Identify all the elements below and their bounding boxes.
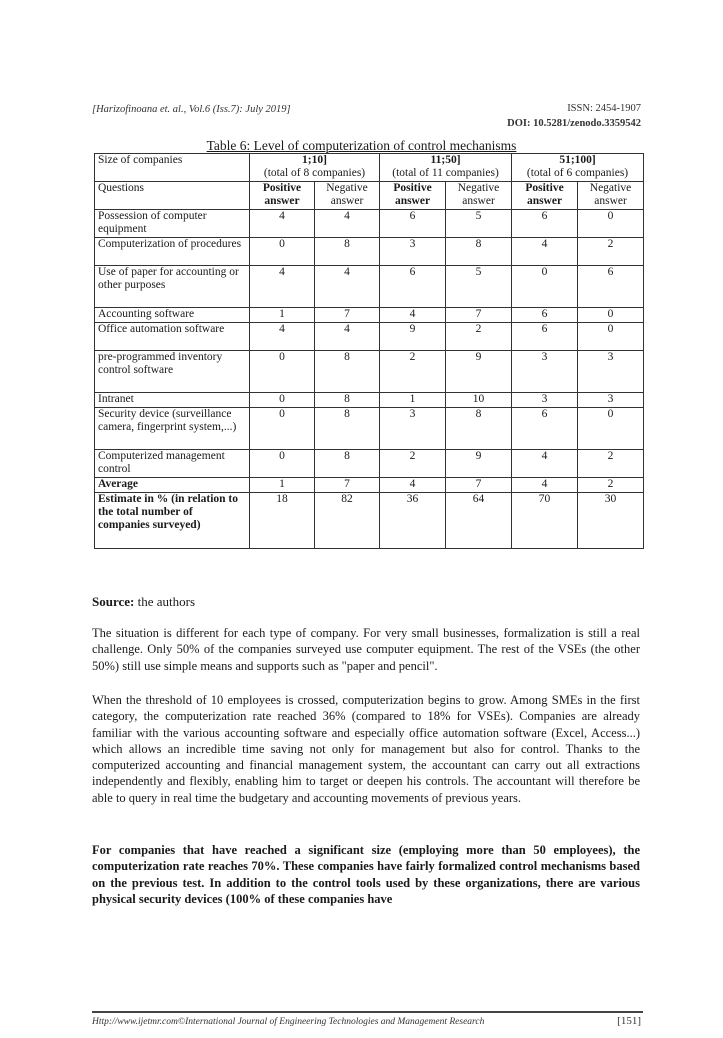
negative-answer-header: Negative answer: [578, 182, 644, 210]
footer-divider: [92, 1011, 643, 1013]
value-cell: 7: [315, 308, 380, 323]
value-cell: 7: [315, 478, 380, 493]
value-cell: 5: [446, 210, 512, 238]
value-cell: 2: [446, 323, 512, 351]
value-cell: 64: [446, 493, 512, 549]
value-cell: 36: [380, 493, 446, 549]
value-cell: 0: [512, 266, 578, 308]
value-cell: 4: [380, 308, 446, 323]
question-cell: pre-programmed inventory control software: [95, 351, 250, 393]
value-cell: 5: [446, 266, 512, 308]
negative-answer-header: Negative answer: [315, 182, 380, 210]
value-cell: 3: [578, 393, 644, 408]
table-row: [95, 238, 644, 266]
value-cell: 2: [578, 238, 644, 266]
question-cell: Intranet: [95, 393, 250, 408]
table-source: Source: the authors: [92, 594, 196, 609]
running-header-ids: [507, 101, 641, 131]
question-cell: Security device (surveillance camera, fingerprint system,...): [95, 408, 250, 450]
computerization-table: [94, 153, 644, 549]
table-row: [95, 450, 644, 478]
group-header-3: 51;100] (total of 6 companies): [512, 154, 644, 182]
table-header-row: [95, 154, 644, 182]
value-cell: 6: [512, 308, 578, 323]
value-cell: 8: [315, 238, 380, 266]
value-cell: 8: [446, 238, 512, 266]
value-cell: 2: [380, 450, 446, 478]
value-cell: 4: [250, 266, 315, 308]
running-header-citation: [Harizofinoana et. al., Vol.6 (Iss.7): July 2019]: [92, 104, 291, 115]
average-label: Average: [95, 478, 250, 493]
question-cell: Use of paper for accounting or other purposes: [95, 266, 250, 308]
question-cell: Accounting software: [95, 308, 250, 323]
table-row: [95, 408, 644, 450]
average-row: [95, 478, 644, 493]
value-cell: 0: [578, 210, 644, 238]
size-label: Size of companies: [95, 154, 250, 182]
value-cell: 6: [512, 210, 578, 238]
value-cell: 9: [380, 323, 446, 351]
table-row: [95, 266, 644, 308]
value-cell: 9: [446, 351, 512, 393]
value-cell: 4: [512, 238, 578, 266]
table-row: [95, 308, 644, 323]
table-row: [95, 323, 644, 351]
value-cell: 6: [512, 323, 578, 351]
value-cell: 7: [446, 478, 512, 493]
value-cell: 4: [512, 478, 578, 493]
value-cell: 1: [380, 393, 446, 408]
value-cell: 3: [380, 238, 446, 266]
question-cell: Possession of computer equipment: [95, 210, 250, 238]
paragraph: For companies that have reached a significant size (employing more than 50 employees), the computerization rate reaches 70%. These companies have fairly formalized control mechanisms based on the previous test. In addition to the control tools used by these organizations, there are various physical security devices (100% of these companies have: [92, 843, 640, 906]
page-number: [151]: [617, 1015, 641, 1027]
value-cell: 8: [315, 393, 380, 408]
answers-header-row: [95, 182, 644, 210]
estimate-row: [95, 493, 644, 549]
value-cell: 6: [380, 266, 446, 308]
value-cell: 8: [315, 351, 380, 393]
value-cell: 6: [380, 210, 446, 238]
value-cell: 1: [250, 478, 315, 493]
table-caption: Table 6: Level of computerization of control mechanisms: [206, 138, 517, 153]
value-cell: 3: [512, 351, 578, 393]
value-cell: 4: [250, 323, 315, 351]
positive-answer-header: Positive answer: [380, 182, 446, 210]
value-cell: 2: [578, 478, 644, 493]
value-cell: 4: [315, 323, 380, 351]
doi: DOI: 10.5281/zenodo.3359542: [507, 118, 641, 129]
value-cell: 10: [446, 393, 512, 408]
value-cell: 30: [578, 493, 644, 549]
value-cell: 18: [250, 493, 315, 549]
questions-label: Questions: [95, 182, 250, 210]
value-cell: 3: [380, 408, 446, 450]
negative-answer-header: Negative answer: [446, 182, 512, 210]
question-cell: Computerized management control: [95, 450, 250, 478]
value-cell: 3: [578, 351, 644, 393]
value-cell: 4: [380, 478, 446, 493]
value-cell: 0: [250, 393, 315, 408]
value-cell: 0: [578, 323, 644, 351]
value-cell: 0: [578, 308, 644, 323]
value-cell: 0: [250, 351, 315, 393]
value-cell: 0: [250, 450, 315, 478]
value-cell: 0: [250, 238, 315, 266]
question-cell: Computerization of procedures: [95, 238, 250, 266]
estimate-label: Estimate in % (in relation to the total number of companies surveyed): [95, 493, 250, 549]
value-cell: 9: [446, 450, 512, 478]
value-cell: 0: [578, 408, 644, 450]
question-cell: Office automation software: [95, 323, 250, 351]
value-cell: 4: [250, 210, 315, 238]
positive-answer-header: Positive answer: [512, 182, 578, 210]
value-cell: 82: [315, 493, 380, 549]
value-cell: 2: [578, 450, 644, 478]
group-header-2: 11;50] (total of 11 companies): [380, 154, 512, 182]
issn: ISSN: 2454-1907: [567, 103, 641, 114]
value-cell: 1: [250, 308, 315, 323]
table-row: [95, 351, 644, 393]
value-cell: 6: [578, 266, 644, 308]
value-cell: 8: [446, 408, 512, 450]
table-row: [95, 393, 644, 408]
value-cell: 8: [315, 408, 380, 450]
group-header-1: 1;10] (total of 8 companies): [250, 154, 380, 182]
value-cell: 2: [380, 351, 446, 393]
paragraph: When the threshold of 10 employees is crossed, computerization begins to grow. Among SMEs in the first category, the computerization rate reached 36% (compared to 18% for VSEs). Companies are already familiar with the various accounting software and especially office automation software (Excel, Access...) which allows an incredible time saving not only for management but also for control. Thanks to the computerized accounting and financial management system, the accountant can carry out all extractions independently and flexibly, enabling him to target or deepen his controls. The accountant will therefore be able to query in real time the budgetary and accounting movements of previous years.: [92, 693, 640, 805]
positive-answer-header: Positive answer: [250, 182, 315, 210]
paragraph: The situation is different for each type of company. For very small businesses, formalization is still a real challenge. Only 50% of the companies surveyed use computer equipment. The rest of the VSEs (the other 50%) still use simple means and supports such as "paper and pencil".: [92, 626, 640, 673]
value-cell: 0: [250, 408, 315, 450]
footer-journal: Http://www.ijetmr.com©International Journal of Engineering Technologies and Management Research: [92, 1017, 485, 1027]
table-row: [95, 210, 644, 238]
value-cell: 3: [512, 393, 578, 408]
value-cell: 4: [315, 266, 380, 308]
value-cell: 4: [315, 210, 380, 238]
value-cell: 8: [315, 450, 380, 478]
value-cell: 6: [512, 408, 578, 450]
value-cell: 7: [446, 308, 512, 323]
value-cell: 4: [512, 450, 578, 478]
value-cell: 70: [512, 493, 578, 549]
